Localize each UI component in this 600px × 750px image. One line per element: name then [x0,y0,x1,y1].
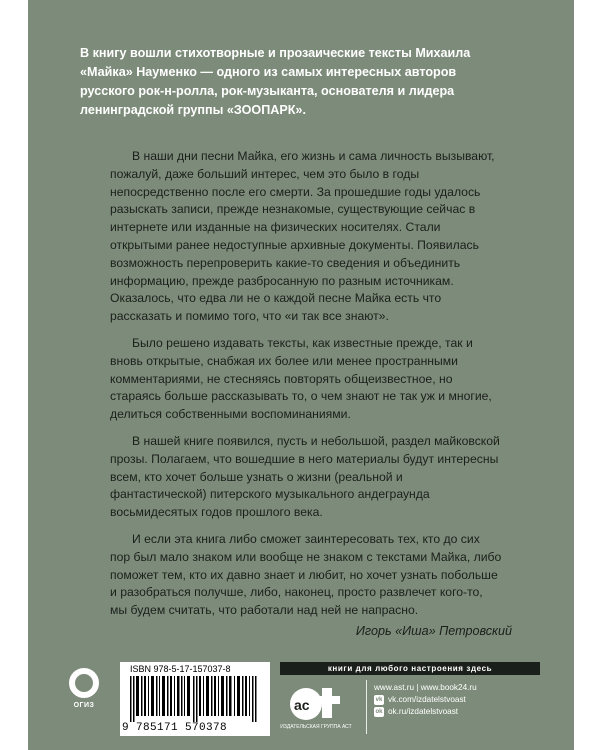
barcode-icon [130,676,262,722]
book-back-cover [28,0,574,750]
body-text [110,148,502,629]
paragraph: Было решено издавать тексты, как известные прежде, так и вновь открытые, снабжая их более или менее пространными комментариями, не стесняясь повторять общеизвестное, но стараясь больше рассказывать то, о чем знают не так уж и многие, делиться собственными воспоминаниями. [110,335,492,422]
tagline: книги для любого настроения здесь [280,662,540,675]
barcode-digits: 9 785171 570378 [122,722,228,734]
isbn-label: ISBN 978-5-17-157037-8 [130,664,231,674]
paragraph: В нашей книге появился, пусть и небольшой, раздел майковской прозы. Полагаем, что вошедшие в него материалы будут интересны всем, кто хочет больше узнать о жизни (реальной и фантастической) питерского музыкального андеграунда восьмидесятых годов прошлого века. [110,433,500,520]
ogiz-label: ОГИЗ [73,702,95,709]
ok-label: ok.ru/izdatelstvoast [388,707,459,716]
vk-link[interactable] [374,694,477,706]
publisher-caption: ИЗДАТЕЛЬСКАЯ ГРУППА АСТ [280,724,352,730]
paragraph: В наши дни песни Майка, его жизнь и сама личность вызывают, пожалуй, даже больший интерес, чем это было в годы непосредственно после его смерти. За прошедшие годы удалось разыскать записи, прежде незнакомые, существующие сейчас в интернете или изданные на физических носителях. Стали открытыми ранее недоступные архивные документы. Появилась возможность перепроверить какие-то сведения и объединить информацию, прежде разбросанную по разным источникам. Оказалось, что едва ли не о каждой песне Майка есть что рассказать и помимо того, что «и так все знают». [110,149,495,324]
ok-link[interactable] [374,706,477,718]
publisher-links [374,682,477,718]
ogiz-logo [64,668,104,709]
vk-label: vk.com/izdatelstvoast [388,695,466,704]
ast-logo-icon [286,682,342,722]
footer [28,656,574,750]
websites-link[interactable] [374,682,477,694]
author-signature: Игорь «Иша» Петровский [355,624,512,638]
vk-icon: vk [375,697,383,703]
paragraph: И если эта книга либо сможет заинтересовать тех, кто до сих пор был мало знаком или вообще не знаком с текстами Майка, либо поможет тем, кто их давно знает и любит, но хочет узнать побольше и разобраться получше, либо, наконец, просто развлечет кого-то, мы будем считать, что работали над ней не напрасно. [110,531,502,618]
ast-logo-text: ас [294,697,310,713]
ogiz-ring-icon [69,668,99,698]
intro-text: В книгу вошли стихотворные и прозаические тексты Михаила «Майка» Науменко — одного из самых интересных авторов русского рок-н-ролла, рок-музыканта, основателя и лидера ленинградской группы «ЗООПАРК». [80,46,471,117]
barcode-block [120,662,270,736]
footer-divider [366,680,367,734]
ok-icon: ok [375,709,383,715]
websites-label: www.ast.ru | www.book24.ru [374,683,477,692]
